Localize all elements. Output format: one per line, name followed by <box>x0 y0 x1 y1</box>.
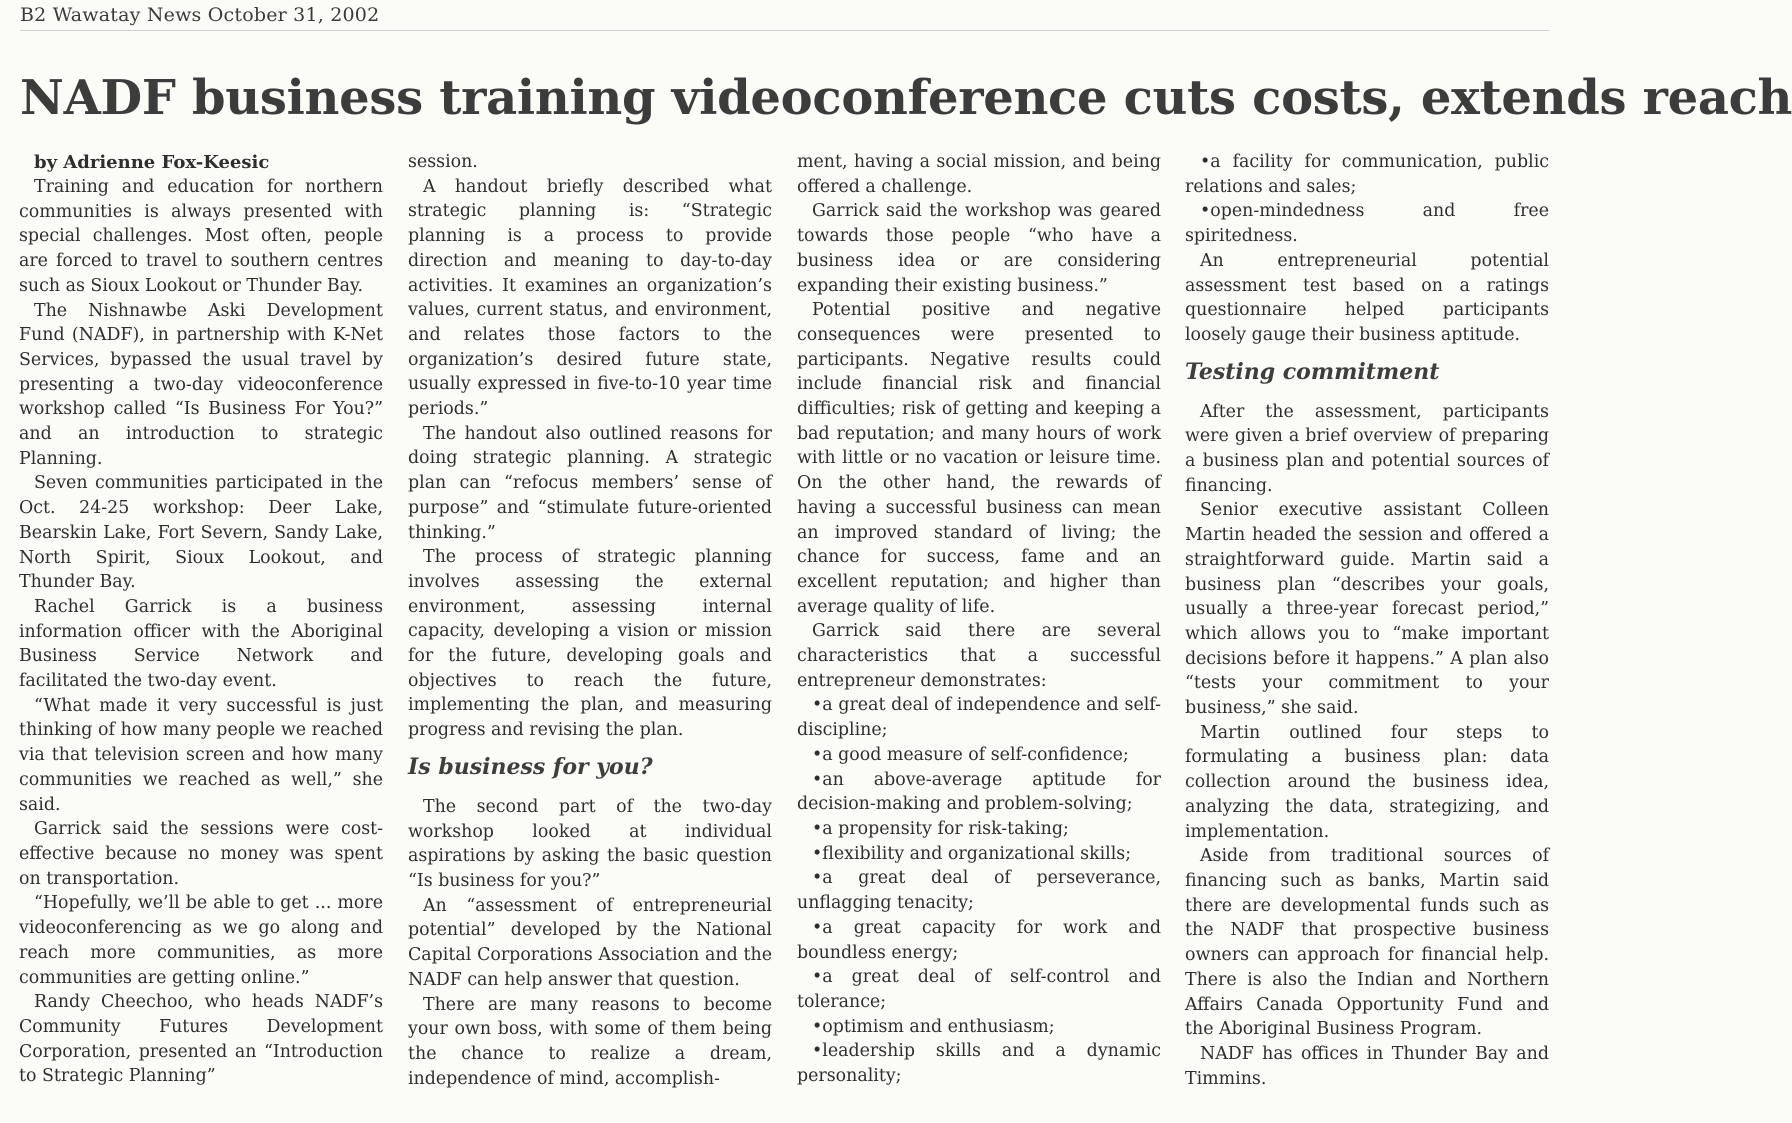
bullet-item: •a great capacity for work and boundless energy; <box>797 917 1161 963</box>
paragraph: Training and education for northern communities is always presented with special challenges. Most often, people are forced to travel to southern centres such as Sioux Lookout or Thunder Bay. <box>19 177 383 296</box>
paragraph: There are many reasons to become your own boss, with some of them being the chance to realize a dream, independence of mind, accomplish- <box>408 994 772 1089</box>
paragraph: The handout also outlined reasons for doing strategic planning. A strategic plan can “refocus members’ sense of purpose” and “stimulate future-oriented thinking.” <box>408 423 772 543</box>
bullet-item: •open-mindedness and free spiritedness. <box>1185 201 1549 247</box>
paragraph: The Nishnawbe Aski Development Fund (NADF), in partnership with K-Net Services, bypassed the usual travel by presenting a two-day videoconference workshop called “Is Business For You?” and an introduction to strategic Planning. <box>19 300 383 469</box>
paragraph: The process of strategic planning involves assessing the external environment, assessing internal capacity, developing a vision or mission for the future, developing goals and objectives to reach the future, implementing the plan, and measuring progress and revising the plan. <box>408 547 772 741</box>
paragraph: Garrick said the sessions were cost-effective because no money was spent on transportation. <box>19 819 383 889</box>
column-3 <box>797 150 1161 1118</box>
paragraph: Rachel Garrick is a business information officer with the Aboriginal Business Service Network and facilitated the two-day event. <box>19 596 383 692</box>
paragraph: Garrick said there are several characteristics that a successful entrepreneur demonstrates: <box>797 621 1161 691</box>
bullet-item: •a great deal of perseverance, unflagging tenacity; <box>797 868 1161 914</box>
paragraph: NADF has offices in Thunder Bay and Timmins. <box>1185 1043 1549 1089</box>
paragraph: Randy Cheechoo, who heads NADF’s Community Futures Development Corporation, presented an “Introduction to Strategic Planning” <box>19 992 383 1087</box>
subhead-testing-commitment: Testing commitment <box>1185 358 1440 385</box>
bullet-item: •a propensity for risk-taking; <box>812 818 1069 839</box>
paragraph: An “assessment of entrepreneurial potential” developed by the National Capital Corporations Association and the NADF can help answer that question. <box>408 895 772 990</box>
paragraph: The second part of the two-day workshop looked at individual aspirations by asking the basic question “Is business for you?” <box>408 796 772 891</box>
paragraph: An entrepreneurial potential assessment test based on a ratings questionnaire helped participants loosely gauge their business aptitude. <box>1185 250 1549 345</box>
bullet-item: •a great deal of independence and self-discipline; <box>797 695 1161 741</box>
paragraph: Aside from traditional sources of financing such as banks, Martin said there are developmental funds such as the NADF that prospective business owners can approach for financial help. There is also the Indian and Northern Affairs Canada Opportunity Fund and the Aboriginal Business Program. <box>1185 846 1549 1040</box>
page-folio: B2 Wawatay News October 31, 2002 <box>20 4 1549 31</box>
bullet-item: •leadership skills and a dynamic personality; <box>797 1041 1161 1087</box>
bullet-item: •a facility for communication, public relations and sales; <box>1185 152 1549 197</box>
bullet-item: •a great deal of self-control and tolerance; <box>797 967 1161 1012</box>
paragraph: ment, having a social mission, and being offered a challenge. <box>797 152 1161 197</box>
bullet-item: •an above-average aptitude for decision-making and problem-solving; <box>797 769 1161 815</box>
paragraph: Garrick said the workshop was geared towards those people “who have a business idea or are considering expanding their existing business.” <box>797 201 1161 296</box>
column-2 <box>408 150 772 1118</box>
bullet-item: •flexibility and organizational skills; <box>812 843 1132 864</box>
paragraph: A handout briefly described what strategic planning is: “Strategic planning is a process to provide direction and meaning to day-to-day activities. It examines an organization’s values, current status, and environment, and relates those factors to the organization’s desired future state, usually expressed in five-to-10 year time periods.” <box>408 176 772 420</box>
paragraph: Potential positive and negative consequences were presented to participants. Negative results could include financial risk and financial difficulties; risk of getting and keeping a bad reputation; and many hours of work with little or no vacation or leisure time. On the other hand, the rewards of having a successful business can mean an improved standard of living; the chance for success, fame and an excellent reputation; and higher than average quality of life. <box>797 300 1161 617</box>
headline: NADF business training videoconference cuts costs, extends reach <box>20 70 1792 126</box>
paragraph: Martin outlined four steps to formulating a business plan: data collection around the business idea, analyzing the data, strategizing, and implementation. <box>1185 722 1549 842</box>
bullet-item: •a good measure of self-confidence; <box>812 744 1129 765</box>
paragraph: “Hopefully, we’ll be able to get ... more videoconferencing as we go along and reach more communities, as more communities are getting online.” <box>19 893 383 988</box>
column-1 <box>19 150 383 1118</box>
subhead-is-business-for-you: Is business for you? <box>408 753 653 780</box>
paragraph: Senior executive assistant Colleen Martin headed the session and offered a straightforward guide. Martin said a business plan “describes your goals, usually a three-year forecast period,” which allows you to “make important decisions before it happens.” A plan also “tests your commitment to your business,” she said. <box>1185 500 1549 719</box>
column-4 <box>1185 150 1549 1118</box>
paragraph: session. <box>408 152 478 172</box>
byline: by Adrienne Fox-Keesic <box>34 152 270 173</box>
bullet-item: •optimism and enthusiasm; <box>812 1016 1055 1037</box>
paragraph: After the assessment, participants were given a brief overview of preparing a business plan and potential sources of financing. <box>1185 401 1549 496</box>
paragraph: Seven communities participated in the Oct. 24-25 workshop: Deer Lake, Bearskin Lake, Fort Severn, Sandy Lake, North Spirit, Sioux Lookout, and Thunder Bay. <box>19 473 383 593</box>
paragraph: “What made it very successful is just thinking of how many people we reached via that television screen and how many communities we reached as well,” she said. <box>19 695 383 815</box>
